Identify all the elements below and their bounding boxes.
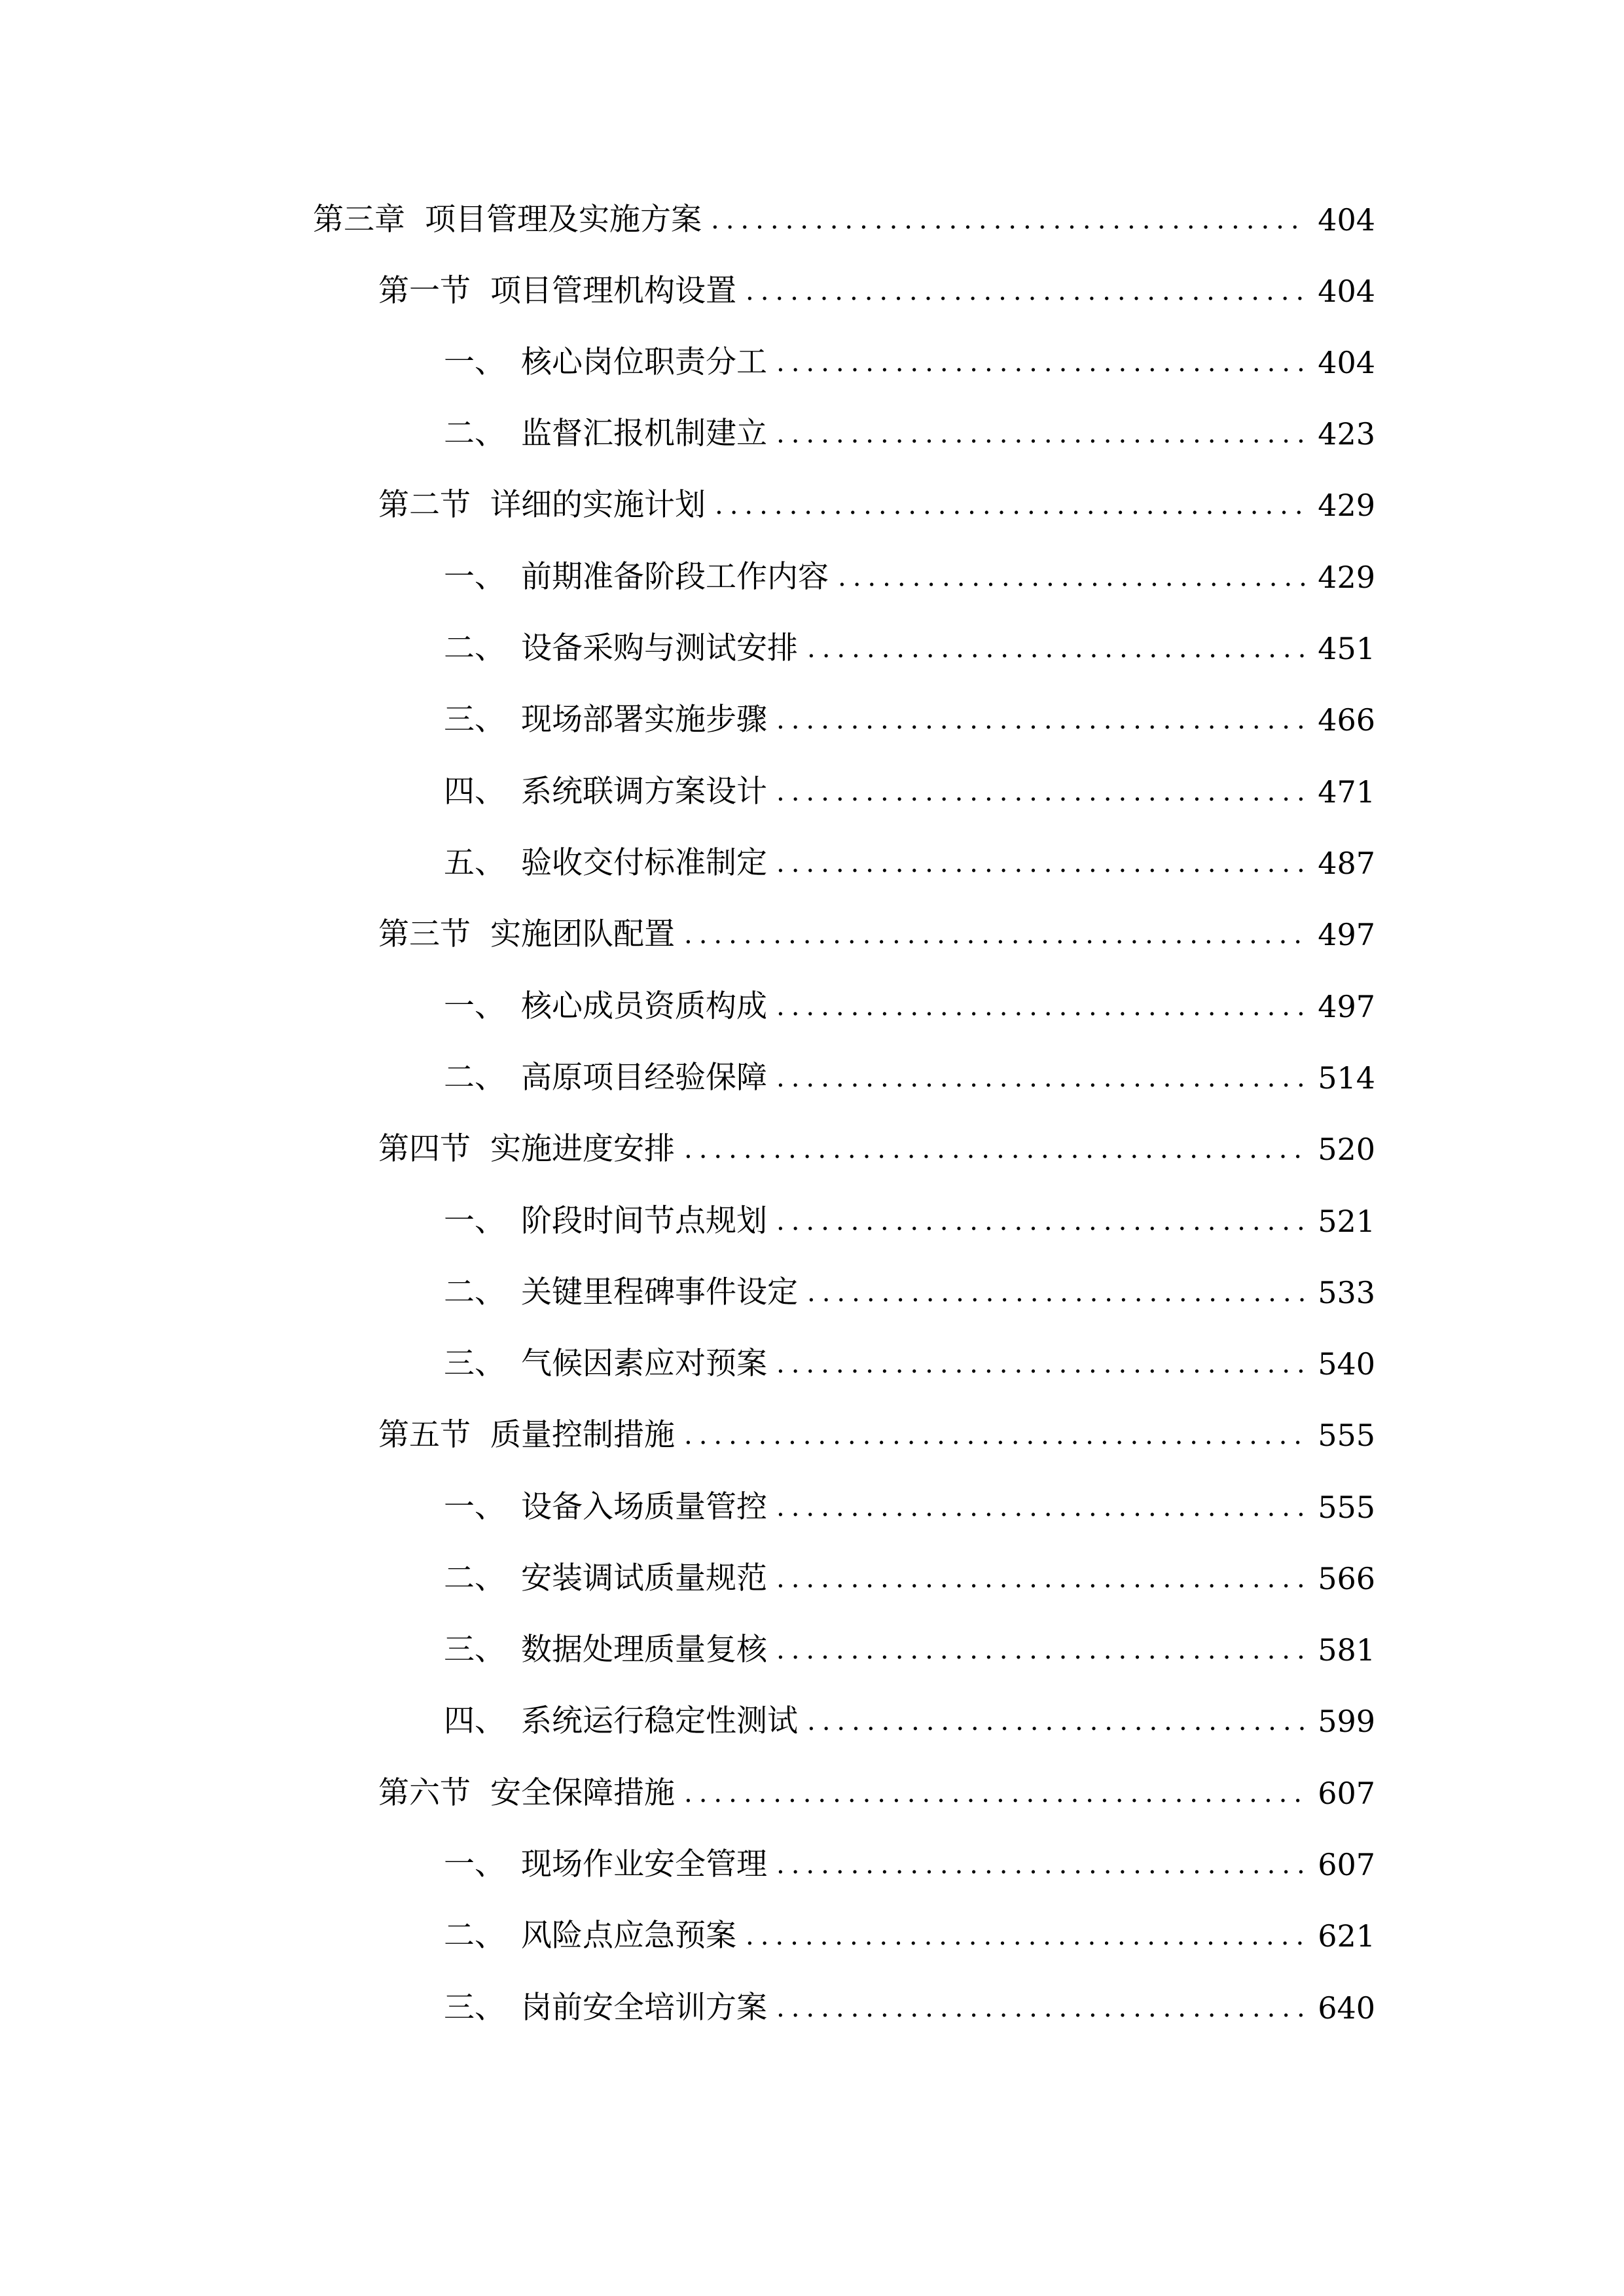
toc-page-number: 540 [1318,1346,1375,1382]
toc-subsection-entry[interactable] [444,1910,1375,1962]
toc-title: 设备采购与测试安排 [521,630,798,666]
toc-page-number: 599 [1318,1704,1375,1739]
toc-subsection-entry[interactable] [444,980,1375,1033]
toc-prefix: 第三节 [378,916,471,952]
toc-page-number: 555 [1318,1418,1375,1453]
dot-leader [776,1481,1306,1534]
toc-item-number: 一、 [444,1203,505,1239]
toc-title: 风险点应急预案 [521,1918,736,1954]
toc-subsection-entry[interactable] [444,1338,1375,1390]
toc-title: 核心成员资质构成 [521,988,767,1024]
toc-prefix: 第六节 [378,1775,471,1811]
toc-title: 设备入场质量管控 [521,1489,767,1525]
toc-subsection-entry[interactable] [444,1266,1375,1319]
toc-item-number: 二、 [444,1274,505,1310]
toc-chapter-entry[interactable] [313,194,1375,246]
dot-leader [684,1409,1306,1462]
toc-section-entry[interactable] [378,1123,1375,1175]
toc-section-entry[interactable] [378,479,1375,531]
dot-leader [776,1195,1306,1247]
toc-subsection-entry[interactable] [444,336,1375,389]
toc-page-number: 487 [1318,846,1375,881]
dot-leader [776,1982,1306,2034]
toc-item-number: 二、 [444,1918,505,1954]
toc-page-number: 521 [1318,1204,1375,1239]
dot-leader [776,980,1306,1033]
dot-leader [807,1695,1306,1748]
toc-subsection-entry[interactable] [444,1624,1375,1676]
toc-subsection-entry[interactable] [444,622,1375,675]
dot-leader [684,1123,1306,1175]
toc-title: 前期准备阶段工作内容 [521,559,829,595]
toc-subsection-entry[interactable] [444,694,1375,746]
toc-title: 系统运行稳定性测试 [521,1703,798,1739]
toc-section-entry[interactable] [378,1767,1375,1820]
toc-title: 岗前安全培训方案 [521,1990,767,2026]
toc-item-number: 五、 [444,845,505,881]
dot-leader [715,479,1306,531]
toc-item-number: 一、 [444,1489,505,1525]
toc-page-number: 404 [1318,345,1375,380]
dot-leader [807,622,1306,675]
toc-subsection-entry[interactable] [444,1195,1375,1247]
dot-leader [684,908,1306,961]
toc-subsection-entry[interactable] [444,1052,1375,1104]
toc-item-number: 二、 [444,1560,505,1596]
toc-subsection-entry[interactable] [444,1481,1375,1534]
toc-title: 气候因素应对预案 [521,1346,767,1382]
toc-subsection-entry[interactable] [444,551,1375,603]
dot-leader [776,1052,1306,1104]
toc-title: 项目管理机构设置 [490,273,736,309]
toc-subsection-entry[interactable] [444,837,1375,889]
toc-item-number: 三、 [444,1346,505,1382]
toc-subsection-entry[interactable] [444,1839,1375,1891]
dot-leader [746,265,1306,317]
toc-title: 安装调试质量规范 [521,1560,767,1596]
toc-item-number: 一、 [444,344,505,380]
toc-prefix: 第二节 [378,487,471,523]
toc-page-number: 429 [1318,560,1375,595]
dot-leader [807,1266,1306,1319]
toc-item-number: 一、 [444,1846,505,1882]
toc-title: 阶段时间节点规划 [521,1203,767,1239]
toc-prefix: 第一节 [378,273,471,309]
toc-page-number: 514 [1318,1060,1375,1096]
toc-item-number: 三、 [444,1990,505,2026]
toc-page-number: 520 [1318,1132,1375,1167]
dot-leader [776,1338,1306,1390]
toc-item-number: 三、 [444,702,505,738]
toc-page-number: 640 [1318,1990,1375,2026]
toc-page-number: 451 [1318,631,1375,666]
dot-leader [776,766,1306,818]
toc-page-number: 566 [1318,1561,1375,1596]
toc-title: 高原项目经验保障 [521,1060,767,1096]
toc-title: 实施进度安排 [490,1131,675,1167]
toc-item-number: 一、 [444,988,505,1024]
dot-leader [776,1552,1306,1605]
toc-title: 监督汇报机制建立 [521,416,767,452]
toc-item-number: 一、 [444,559,505,595]
toc-title: 验收交付标准制定 [521,845,767,881]
dot-leader [746,1910,1306,1962]
toc-title: 系统联调方案设计 [521,774,767,810]
dot-leader [776,408,1306,460]
toc-item-number: 三、 [444,1632,505,1668]
toc-item-number: 二、 [444,416,505,452]
toc-item-number: 四、 [444,1703,505,1739]
toc-item-number: 四、 [444,774,505,810]
dot-leader [776,336,1306,389]
dot-leader [776,1839,1306,1891]
toc-prefix: 第五节 [378,1417,471,1453]
toc-page-number: 423 [1318,416,1375,452]
toc-page-number: 533 [1318,1275,1375,1310]
toc-item-number: 二、 [444,630,505,666]
toc-title: 数据处理质量复核 [521,1632,767,1668]
toc-page-number: 607 [1318,1776,1375,1811]
toc-subsection-entry[interactable] [444,766,1375,818]
toc-title: 现场部署实施步骤 [521,702,767,738]
dot-leader [838,551,1306,603]
toc-subsection-entry[interactable] [444,408,1375,460]
toc-section-entry[interactable] [378,1409,1375,1462]
toc-title: 安全保障措施 [490,1775,675,1811]
toc-page-number: 581 [1318,1632,1375,1668]
dot-leader [684,1767,1306,1820]
toc-page-number: 607 [1318,1847,1375,1882]
toc-title: 项目管理及实施方案 [425,202,702,238]
toc-page-number: 471 [1318,774,1375,810]
toc-title: 核心岗位职责分工 [521,344,767,380]
dot-leader [776,837,1306,889]
toc-page-number: 497 [1318,989,1375,1024]
toc-page-number: 404 [1318,202,1375,238]
dot-leader [711,194,1306,246]
toc-page-number: 429 [1318,488,1375,523]
dot-leader [776,694,1306,746]
toc-page-number: 466 [1318,702,1375,738]
toc-title: 质量控制措施 [490,1417,675,1453]
toc-title: 关键里程碑事件设定 [521,1274,798,1310]
toc-prefix: 第四节 [378,1131,471,1167]
toc-section-entry[interactable] [378,265,1375,317]
toc-prefix: 第三章 [313,202,405,238]
toc-subsection-entry[interactable] [444,1552,1375,1605]
toc-subsection-entry[interactable] [444,1695,1375,1748]
toc-section-entry[interactable] [378,908,1375,961]
toc-item-number: 二、 [444,1060,505,1096]
dot-leader [776,1624,1306,1676]
toc-title: 详细的实施计划 [490,487,706,523]
toc-subsection-entry[interactable] [444,1982,1375,2034]
toc-title: 实施团队配置 [490,916,675,952]
toc-page-number: 555 [1318,1490,1375,1525]
toc-title: 现场作业安全管理 [521,1846,767,1882]
toc-page-number: 497 [1318,917,1375,952]
toc-page-number: 621 [1318,1918,1375,1954]
toc-page-number: 404 [1318,274,1375,309]
